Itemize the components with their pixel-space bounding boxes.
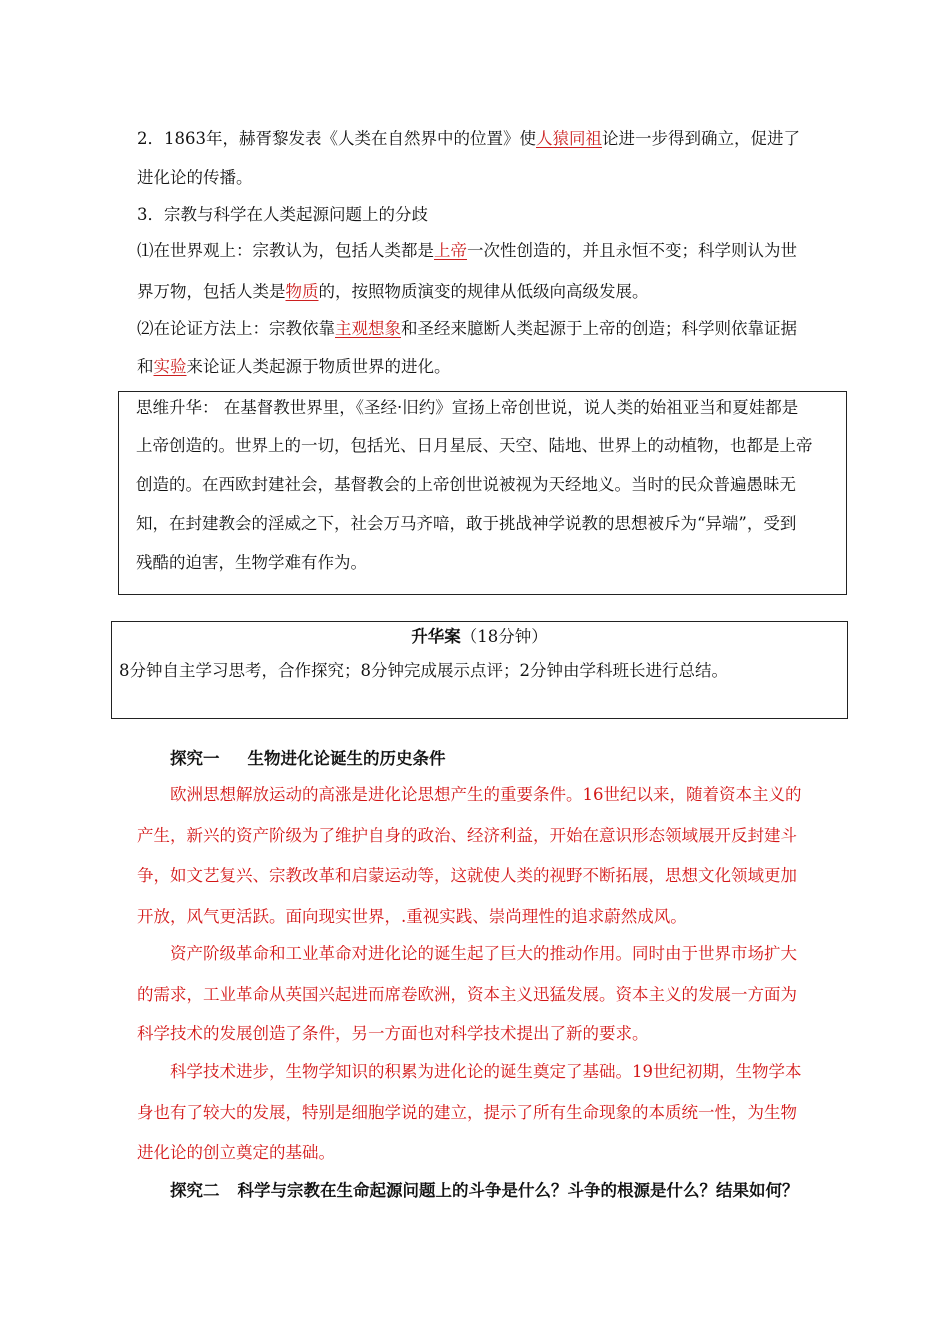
text: 来论证人类起源于物质世界的进化。 — [186, 357, 451, 376]
sublimation-title — [112, 629, 847, 646]
text: 探究一 — [170, 749, 220, 768]
para-line: 资产阶级革命和工业革命对进化论的诞生起了巨大的推动作用。同时由于世界市场扩大 — [170, 944, 797, 963]
thinking-line: 知，在封建教会的淫威之下，社会万马齐喑，敢于挑战神学说教的思想被斥为“异端”，受到 — [136, 514, 797, 533]
text: 2．1863年，赫胥黎发表《人类在自然界中的位置》使 — [137, 129, 536, 148]
section3-p1-line1 — [137, 243, 797, 260]
para-line: 开放，风气更活跃。面向现实世界，.重视实践、崇尚理性的追求蔚然成风。 — [137, 907, 687, 926]
para-line: 欧洲思想解放运动的高涨是进化论思想产生的重要条件。16世纪以来，随着资本主义的 — [170, 785, 802, 804]
text: 的，按照物质演变的规律从低级向高级发展。 — [318, 282, 649, 301]
para-line: 的需求，工业革命从英国兴起进而席卷欧洲，资本主义迅猛发展。资本主义的发展一方面为 — [137, 985, 797, 1004]
text: （18分钟） — [460, 627, 548, 646]
answer-blank: 实验 — [153, 357, 187, 376]
text: 科学与宗教在生命起源问题上的斗争是什么？斗争的根源是什么？结果如何？ — [237, 1181, 799, 1200]
text: 和圣经来臆断人类起源于上帝的创造；科学则依靠证据 — [401, 319, 797, 338]
para-line: 科学技术进步，生物学知识的积累为进化论的诞生奠定了基础。19世纪初期，生物学本 — [170, 1062, 802, 1081]
section2-line1 — [137, 131, 800, 148]
answer-blank: 人猿同祖 — [536, 129, 602, 148]
text: 探究二 — [170, 1181, 220, 1200]
para-line: 争，如文艺复兴、宗教改革和启蒙运动等，这就使人类的视野不断拓展，思想文化领域更加 — [137, 866, 797, 885]
text: ⑴在世界观上：宗教认为，包括人类都是 — [137, 241, 434, 260]
section3-p2-line1 — [137, 321, 797, 338]
sublimation-body: 8分钟自主学习思考，合作探究；8分钟完成展示点评；2分钟由学科班长进行总结。 — [119, 661, 728, 680]
inquiry2-heading — [170, 1183, 799, 1200]
answer-blank: 主观想象 — [335, 319, 401, 338]
para-line: 进化论的创立奠定的基础。 — [137, 1143, 335, 1162]
thinking-line: 残酷的迫害，生物学难有作为。 — [136, 553, 367, 572]
section3-p1-line2 — [137, 284, 649, 301]
para-line: 科学技术的发展创造了条件，另一方面也对科学技术提出了新的要求。 — [137, 1024, 649, 1043]
text: 一次性创造的，并且永恒不变；科学则认为世 — [467, 241, 797, 260]
section3-p2-line2 — [137, 359, 451, 376]
section3-title: 3．宗教与科学在人类起源问题上的分歧 — [137, 205, 428, 224]
thinking-line: 创造的。在西欧封建社会，基督教会的上帝创世说被视为天经地义。当时的民众普遍愚昧无 — [136, 475, 796, 494]
text: 升华案 — [411, 627, 461, 646]
inquiry1-heading — [170, 751, 446, 768]
text: 生物进化论诞生的历史条件 — [247, 749, 446, 768]
thinking-box — [118, 391, 847, 595]
answer-blank: 物质 — [285, 282, 319, 301]
sublimation-box — [111, 621, 848, 719]
text: 界万物，包括人类是 — [137, 282, 286, 301]
thinking-line: 思维升华： 在基督教世界里，《圣经·旧约》宣扬上帝创世说，说人类的始祖亚当和夏娃都是 — [136, 398, 799, 417]
section2-line2: 进化论的传播。 — [137, 168, 253, 187]
text: 和 — [137, 357, 154, 376]
para-line: 身也有了较大的发展，特别是细胞学说的建立，提示了所有生命现象的本质统一性，为生物 — [137, 1103, 797, 1122]
thinking-line: 上帝创造的。世界上的一切，包括光、日月星辰、天空、陆地、世界上的动植物，也都是上帝 — [136, 436, 813, 455]
para-line: 产生，新兴的资产阶级为了维护自身的政治、经济利益，开始在意识形态领域展开反封建斗 — [137, 826, 797, 845]
answer-blank: 上帝 — [434, 241, 467, 260]
text: ⑵在论证方法上：宗教依靠 — [137, 319, 335, 338]
text: 论进一步得到确立，促进了 — [602, 129, 800, 148]
